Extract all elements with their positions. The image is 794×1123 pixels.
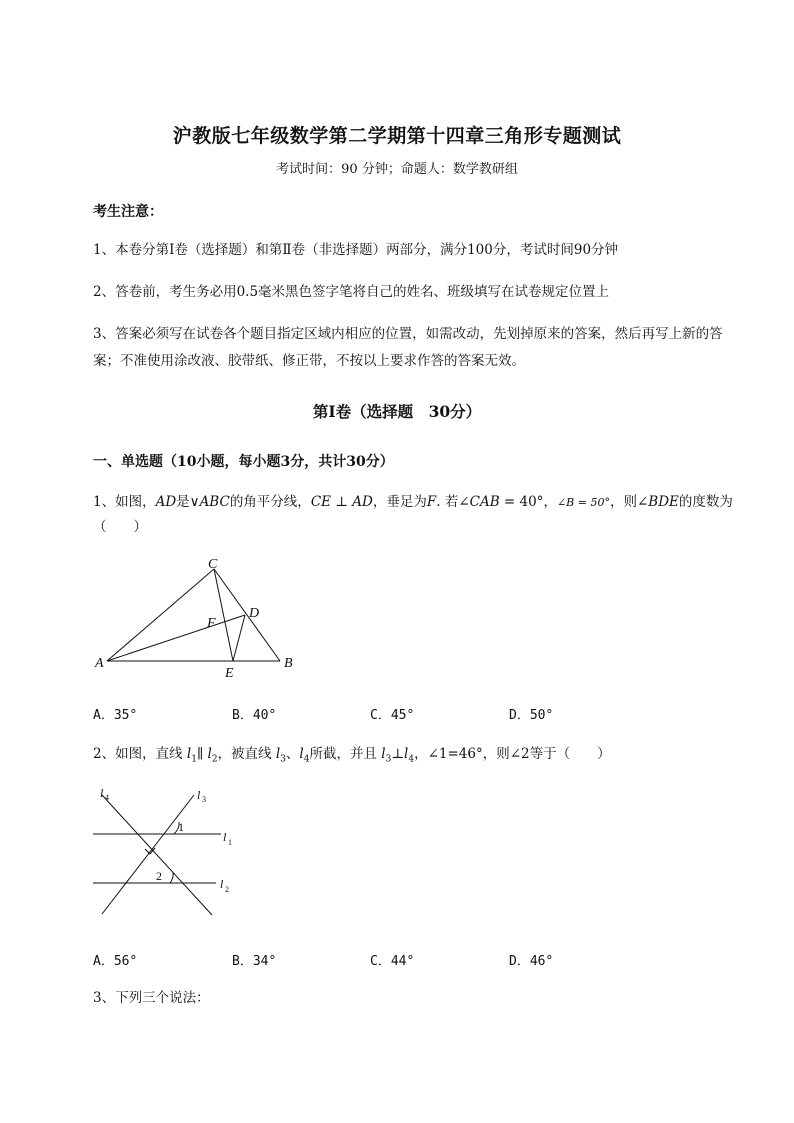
q2-l3b-sub: 3	[385, 754, 392, 765]
q2-l3b-letter: l	[381, 746, 386, 762]
q1-text-7: ，则∠	[609, 494, 649, 510]
question-3-text: 3、下列三个说法：	[93, 990, 210, 1006]
q1-label-a: A	[95, 656, 104, 671]
q1-option-a: A．35°	[93, 708, 138, 723]
notice-item-3: 3、答案必须写在试卷各个题目指定区域内相应的位置，如需改动，先划掉原来的答案，然后再写上新的答案；不准使用涂改液、胶带纸、修正带，不按以上要求作答的答案无效。	[93, 326, 723, 369]
q2-sep: 、	[285, 746, 300, 762]
q2-l4-letter: l	[299, 746, 304, 762]
q2-text-3: 所截，并且	[309, 746, 382, 762]
q2-label-l3-sub: 3	[202, 795, 206, 804]
exam-info: 考试时间：90 分钟；命题人：数学教研组	[276, 162, 518, 177]
q1-triangle-figure	[90, 555, 310, 685]
q2-label-l1: l	[223, 830, 227, 844]
q1-option-d: D．50°	[509, 708, 554, 723]
q2-label-l4-sub: 4	[105, 793, 109, 802]
q1-label-c: C	[208, 557, 218, 572]
q2-perp: ⊥	[391, 746, 405, 762]
notice-item-1: 1、本卷分第Ⅰ卷（选择题）和第Ⅱ卷（非选择题）两部分，满分100分，考试时间90分钟	[93, 242, 619, 258]
q2-l4b-letter: l	[404, 746, 409, 762]
q2-angle-2-label: 2	[156, 869, 162, 883]
q2-l2-letter: l	[207, 746, 212, 762]
q2-label-l2-sub: 2	[225, 885, 229, 894]
q2-option-d: D．46°	[509, 954, 554, 969]
q2-label-l2: l	[220, 877, 224, 891]
q1-text-1: 1、如图，	[93, 494, 156, 510]
q2-text-1: 2、如图，直线	[93, 746, 187, 762]
q2-parallel: ∥	[196, 746, 208, 762]
part-heading: 一、单选题（10小题，每小题3分，共计30分）	[93, 454, 394, 470]
section-title: 第Ⅰ卷（选择题 30分）	[312, 402, 482, 421]
q1-text-4: ，垂足为	[372, 494, 427, 510]
notice-item-2: 2、答卷前，考生务必用0.5毫米黑色签字笔将自己的姓名、班级填写在试卷规定位置上	[93, 284, 610, 300]
q1-angle-b: ∠B = 50°	[556, 496, 610, 509]
q1-text-8: 的度数为（ ）	[93, 494, 733, 535]
q1-cab: CAB	[469, 494, 500, 510]
q1-text-5: . 若∠	[436, 494, 470, 510]
q1-option-c: C．45°	[370, 708, 415, 723]
q2-l1-letter: l	[186, 746, 192, 762]
notice-heading: 考生注意：	[93, 204, 163, 220]
q1-option-b: B．40°	[232, 708, 277, 723]
q1-label-b: B	[284, 656, 293, 671]
q1-abc: ABC	[199, 494, 230, 510]
q2-option-c: C．44°	[370, 954, 415, 969]
q2-l3-sub: 3	[280, 754, 286, 765]
q2-angle-1-label: 1	[178, 820, 184, 834]
q1-ad: AD	[155, 494, 177, 510]
q1-text-2: 是∨	[176, 494, 200, 510]
q1-f: F	[426, 494, 437, 510]
q2-l2-sub: 2	[211, 754, 218, 765]
q2-parallel-lines-figure	[88, 782, 248, 922]
q2-l4-sub: 4	[303, 754, 310, 765]
q2-option-a: A．56°	[93, 954, 138, 969]
q2-text-2: ，被直线	[217, 746, 276, 762]
q1-text-3: 的角平分线，	[229, 494, 311, 510]
q1-text-6: = 40°，	[499, 494, 557, 510]
q2-label-l1-sub: 1	[228, 838, 232, 847]
question-2-text	[93, 742, 753, 773]
q1-label-e: E	[225, 666, 234, 681]
q1-ce-perp-ad: CE ⊥ AD	[310, 494, 373, 510]
q2-text-4: ，∠1=46°，则∠2等于（ ）	[414, 746, 611, 762]
q1-label-f: F	[207, 616, 216, 631]
q1-bde: BDE	[648, 494, 679, 510]
q2-label-l4: l	[100, 786, 104, 800]
q2-l1-sub: 1	[191, 754, 197, 765]
question-1-text	[93, 490, 753, 540]
page-title: 沪教版七年级数学第二学期第十四章三角形专题测试	[172, 125, 622, 147]
q1-label-d: D	[249, 606, 260, 621]
q2-label-l3: l	[197, 788, 201, 802]
q2-l3-letter: l	[275, 746, 281, 762]
q2-option-b: B．34°	[232, 954, 277, 969]
q2-l4b-sub: 4	[408, 754, 415, 765]
